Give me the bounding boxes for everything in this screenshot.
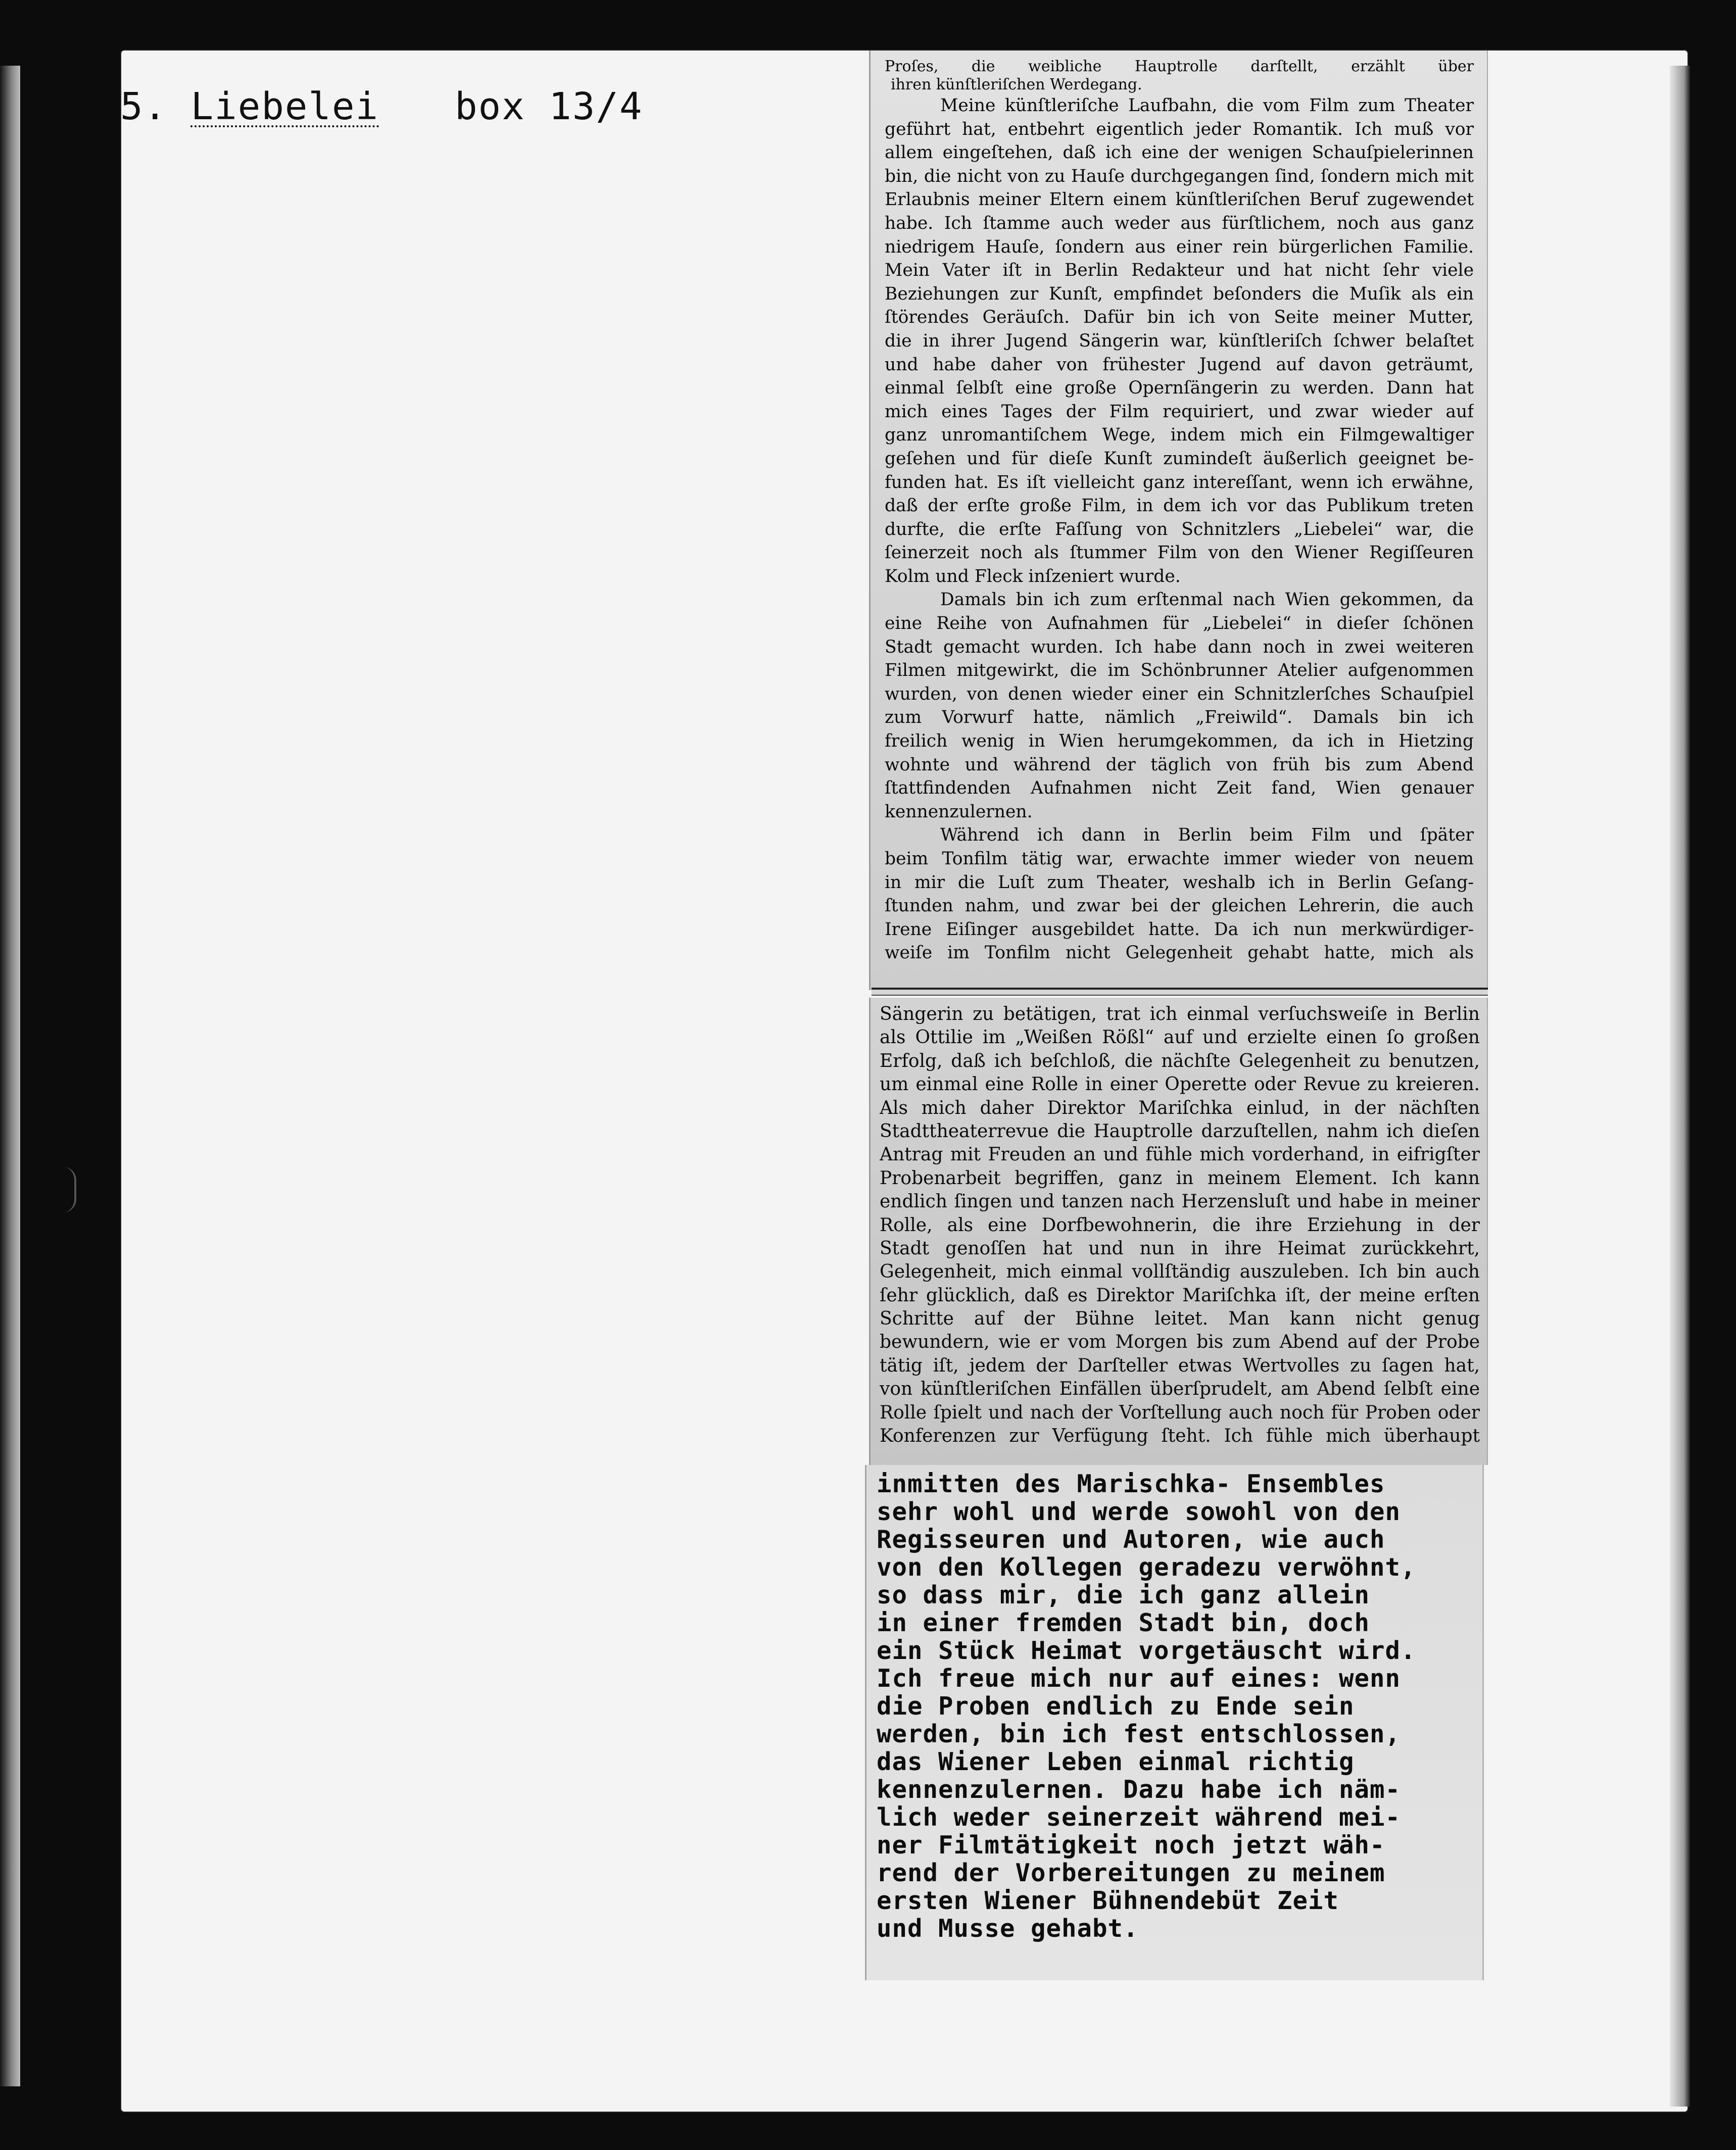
clip-line: Erlaubnis meiner Eltern einem künſtleriſchen Beruf zugewendet: [885, 189, 1474, 210]
clip-line: Konferenzen zur Verfügung ſteht. Ich fühle mich überhaupt: [880, 1426, 1480, 1447]
margin-pencil-mark: [63, 1167, 76, 1212]
clip-line: von künſtleriſchen Einfällen überſprudelt, am Abend ſelbſt eine: [880, 1379, 1480, 1400]
clip-line: freilich wenig in Wien herumgekommen, da ich in Hietzing: [885, 731, 1474, 752]
clip-line: Kolm und Fleck inſzeniert wurde.: [885, 566, 1181, 587]
typed-line: werden, bin ich fest entschlossen,: [877, 1720, 1401, 1748]
clip-line: Meine künſtleriſche Laufbahn, die vom Film zum Theater: [940, 95, 1474, 116]
clip-line: Stadttheaterrevue die Hauptrolle darzuſtellen, nahm ich dieſen: [880, 1120, 1480, 1142]
typed-line: ein Stück Heimat vorgetäuscht wird.: [877, 1636, 1416, 1665]
clip-line: einmal ſelbſt eine große Opernſängerin zu werden. Dann hat: [885, 378, 1474, 399]
header-number: 5.: [120, 85, 168, 128]
clip-line: niedrigem Hauſe, ſondern aus einer rein bürgerlichen Familie.: [885, 236, 1474, 257]
folder-header: [120, 85, 643, 128]
clip-line: Rolle, als eine Dorfbewohnerin, die ihre Erziehung in der: [880, 1214, 1480, 1236]
clip-line: in mir die Luſt zum Theater, weshalb ich in Berlin Geſang-: [885, 872, 1474, 893]
clip-line: Stadt genoſſen hat und nun in ihre Heimat zurückkehrt,: [880, 1238, 1480, 1259]
clip-line: Als mich daher Direktor Mariſchka einlud, in der nächſten: [880, 1097, 1480, 1118]
clip-line: kennenzulernen.: [885, 801, 1033, 822]
clip-line: allem eingeſtehen, daß ich eine der wenigen Schauſpielerinnen: [885, 142, 1474, 163]
newspaper-clipping-upper: [869, 51, 1488, 990]
clip-line: ſtörendes Geräuſch. Dafür bin ich von Seite meiner Mutter,: [885, 307, 1474, 328]
clip-line: Antrag mit Freuden an und fühle mich vorderhand, in eifrigſter: [880, 1144, 1480, 1165]
typed-line: das Wiener Leben einmal richtig: [877, 1747, 1355, 1776]
clip-line: Stadt gemacht wurden. Ich habe dann noch in zwei weiteren: [885, 637, 1474, 657]
clip-line: Damals bin ich zum erſtenmal nach Wien gekommen, da: [940, 590, 1474, 610]
clip-line: Filmen mitgewirkt, die im Schönbrunner Atelier aufgenommen: [885, 660, 1474, 681]
clip-line: geſehen und für dieſe Kunſt zumindeſt äußerlich geeignet be-: [885, 448, 1474, 469]
clip-line: Beziehungen zur Kunſt, empfindet beſonders die Muſik als ein: [885, 283, 1474, 304]
clip-line: Sängerin zu betätigen, trat ich einmal verſuchsweiſe in Berlin: [880, 1004, 1480, 1024]
clip-line: um einmal eine Rolle in einer Operette oder Revue zu kreieren.: [880, 1074, 1480, 1095]
typed-line: Regisseuren und Autoren, wie auch: [877, 1525, 1385, 1554]
typed-line: in einer fremden Stadt bin, doch: [877, 1608, 1370, 1637]
typed-line: lich weder seinerzeit während mei-: [877, 1803, 1401, 1832]
clip-line: Schritte auf der Bühne leitet. Man kann nicht genug: [880, 1308, 1480, 1330]
clip-line: Irene Eiſinger ausgebildet hatte. Da ich nun merkwürdiger-: [885, 919, 1474, 940]
typed-line: Ich freue mich nur auf eines: wenn: [877, 1664, 1401, 1693]
clip-line: Gelegenheit, mich einmal vollſtändig auszuleben. Ich bin auch: [880, 1261, 1480, 1283]
typed-line: sehr wohl und werde sowohl von den: [877, 1497, 1401, 1526]
typed-line: rend der Vorbereitungen zu meinem: [877, 1859, 1385, 1887]
typed-line: so dass mir, die ich ganz allein: [877, 1581, 1370, 1609]
clip-line: ſtattfindenden Aufnahmen nicht Zeit fand, Wien genauer: [885, 778, 1474, 799]
clip-line: Proſes, die weibliche Hauptrolle darſtellt, erzählt über: [885, 58, 1474, 75]
clip-line: ſtunden nahm, und zwar bei der gleichen Lehrerin, die auch: [885, 896, 1474, 916]
clip-line: zum Vorwurf hatte, nämlich „Freiwild“. Damals bin ich: [885, 707, 1474, 728]
clip-line: ſeinerzeit noch als ſtummer Film von den Wiener Regiſſeuren: [885, 543, 1474, 563]
sheet-right-edge: [1670, 66, 1690, 2107]
clip-line: bin, die nicht von zu Hauſe durchgegangen ſind, ſondern mich mit: [885, 166, 1474, 186]
clip-line: ſehr glücklich, daß es Direktor Mariſchka iſt, der meine erſten: [880, 1285, 1480, 1306]
clip-line: geführt hat, entbehrt eigentlich jeder Romantik. Ich muß vor: [885, 119, 1474, 139]
clip-line: Rolle ſpielt und nach der Vorſtellung auch noch für Proben oder: [880, 1402, 1480, 1423]
adjacent-page-edge: [0, 66, 20, 2086]
clip-line: eine Reihe von Aufnahmen für „Liebelei“ in dieſer ſchönen: [885, 613, 1474, 634]
typed-line: die Proben endlich zu Ende sein: [877, 1692, 1355, 1721]
typed-line: kennenzulernen. Dazu habe ich näm-: [877, 1775, 1401, 1804]
clip-line: ganz unromantiſchem Wege, indem mich ein Filmgewaltiger: [885, 425, 1474, 446]
clip-line: die in ihrer Jugend Sängerin war, künſtleriſch ſchwer belaſtet: [885, 330, 1474, 351]
clip-line: bewundern, wie er vom Morgen bis zum Abend auf der Probe: [880, 1332, 1480, 1353]
clip-line: beim Tonfilm tätig war, erwachte immer wieder von neuem: [885, 849, 1474, 869]
clip-line: Während ich dann in Berlin beim Film und ſpäter: [940, 825, 1474, 846]
clip-line: Probenarbeit begriffen, ganz in meinem Element. Ich kann: [880, 1167, 1480, 1189]
typescript-insert: [865, 1465, 1484, 1980]
clip-line: ihren künſtleriſchen Werdegang.: [891, 76, 1142, 93]
clip-line: wohnte und während der täglich von früh bis zum Abend: [885, 754, 1474, 775]
clip-line: endlich ſingen und tanzen nach Herzensluſt und habe in meiner: [880, 1191, 1480, 1212]
clip-line: tätig iſt, jedem der Darſteller etwas Wertvolles zu ſagen hat,: [880, 1355, 1480, 1376]
typed-line: inmitten des Marischka- Ensembles: [877, 1470, 1385, 1498]
typed-line: von den Kollegen geradezu verwöhnt,: [877, 1553, 1416, 1582]
header-box: box 13/4: [455, 85, 643, 128]
clip-line: durfte, die erſte Faſſung von Schnitzlers „Liebelei“ war, die: [885, 519, 1474, 540]
clip-line: Mein Vater iſt in Berlin Redakteur und hat nicht ſehr viele: [885, 260, 1474, 281]
typed-line: ner Filmtätigkeit noch jetzt wäh-: [877, 1831, 1385, 1860]
clip-line: als Ottilie im „Weißen Rößl“ auf und erzielte einen ſo großen: [880, 1027, 1480, 1048]
header-title: Liebelei: [190, 85, 379, 128]
clip-line: habe. Ich ſtamme auch weder aus fürſtlichem, noch aus ganz: [885, 213, 1474, 233]
clip-line: wurden, von denen wieder einer ein Schnitzlerſches Schauſpiel: [885, 683, 1474, 704]
clip-line: weiſe im Tonfilm nicht Gelegenheit gehabt hatte, mich als: [885, 943, 1474, 963]
column-break-rule: [872, 988, 1488, 996]
typed-line: und Musse gehabt.: [877, 1914, 1139, 1943]
clip-line: und habe daher von frühester Jugend auf davon geträumt,: [885, 354, 1474, 375]
clip-line: funden hat. Es iſt vielleicht ganz intereſſant, wenn ich erwähne,: [885, 472, 1474, 493]
clip-line: daß der erſte große Film, in dem ich vor das Publikum treten: [885, 496, 1474, 516]
clip-line: Erfolg, daß ich beſchloß, die nächſte Gelegenheit zu benutzen,: [880, 1050, 1480, 1071]
clip-line: mich eines Tages der Film requiriert, und zwar wieder auf: [885, 401, 1474, 422]
typed-line: ersten Wiener Bühnendebüt Zeit: [877, 1886, 1339, 1915]
newspaper-clipping-lower: [869, 998, 1488, 1465]
